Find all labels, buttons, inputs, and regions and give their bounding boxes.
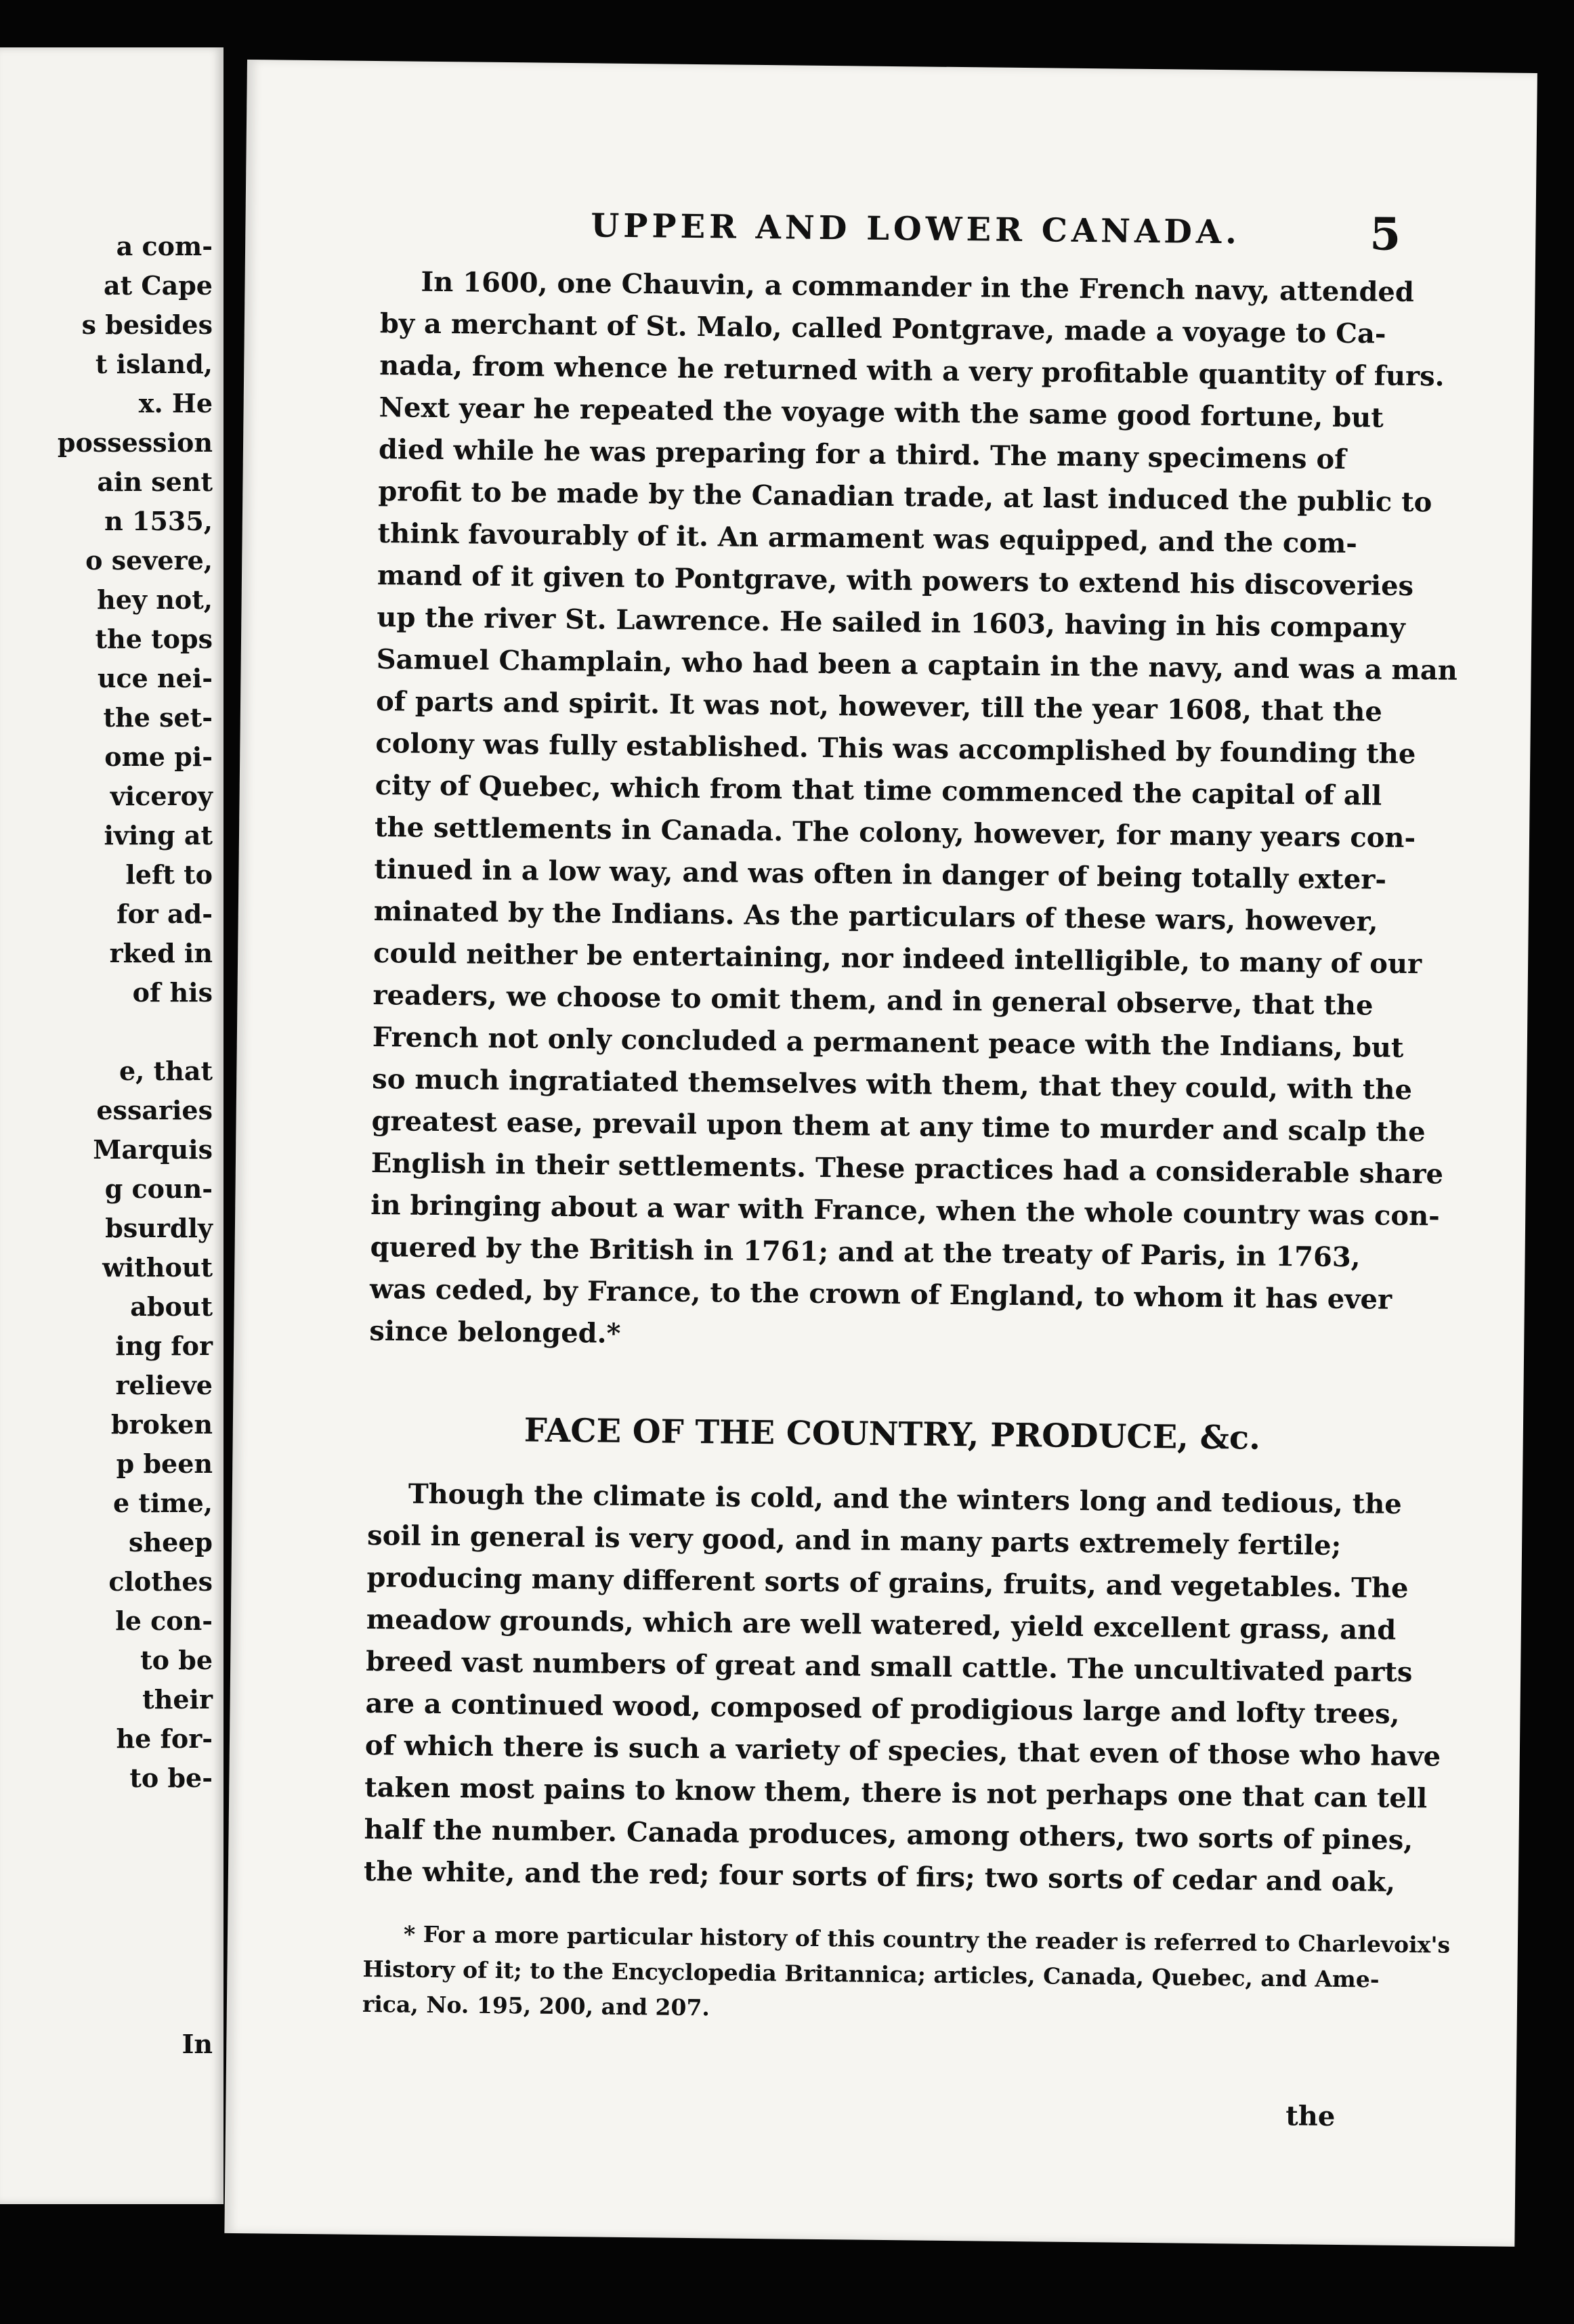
paragraph-line: profit to be made by the Canadian trade, at last induced the public to bbox=[378, 475, 1432, 519]
left-page-line: iving at bbox=[104, 820, 213, 851]
left-page-line: bsurdly bbox=[105, 1213, 213, 1243]
paragraph-line: mand of it given to Pontgrave, with powers to extend his discoveries bbox=[377, 559, 1414, 603]
left-page-line: essaries bbox=[96, 1095, 213, 1125]
left-page-line: uce nei- bbox=[97, 663, 213, 693]
paragraph-line: French not only concluded a permanent peace with the Indians, but bbox=[372, 1021, 1404, 1064]
paragraph-line: greatest ease, prevail upon them at any time to murder and scalp the bbox=[371, 1105, 1426, 1148]
left-page-line: for ad- bbox=[116, 899, 213, 929]
left-page-line: their bbox=[142, 1684, 213, 1715]
paragraph-line: half the number. Canada produces, among others, two sorts of pines, bbox=[364, 1813, 1413, 1857]
paragraph-line: taken most pains to know them, there is not perhaps one that can tell bbox=[364, 1771, 1428, 1815]
right-page bbox=[224, 60, 1537, 2247]
paragraph-line: breed vast numbers of great and small cattle. The uncultivated parts bbox=[365, 1645, 1413, 1689]
page-number: 5 bbox=[1369, 207, 1401, 261]
paragraph-line: up the river St. Lawrence. He sailed in 1603, having in his company bbox=[377, 601, 1406, 644]
paragraph-line: Though the climate is cold, and the winters long and tedious, the bbox=[408, 1478, 1403, 1520]
left-page-line: e time, bbox=[112, 1488, 213, 1518]
paragraph-line: of which there is such a variety of species, that even of those who have bbox=[364, 1729, 1441, 1773]
paragraph-line: tinued in a low way, and was often in danger of being totally exter- bbox=[374, 853, 1387, 896]
paragraph-line: minated by the Indians. As the particulars of these wars, however, bbox=[373, 895, 1378, 938]
paragraph-line: readers, we choose to omit them, and in general observe, that the bbox=[373, 979, 1374, 1022]
paragraph-line: nada, from whence he returned with a very profitable quantity of furs. bbox=[379, 349, 1445, 393]
left-page-line: ain sent bbox=[97, 467, 213, 497]
paragraph-line: the white, and the red; four sorts of firs; two sorts of cedar and oak, bbox=[363, 1855, 1396, 1898]
paragraph-line: are a continued wood, composed of prodigious large and lofty trees, bbox=[365, 1687, 1400, 1730]
section-heading: FACE OF THE COUNTRY, PRODUCE, &c. bbox=[524, 1411, 1261, 1457]
left-page-line: of his bbox=[132, 977, 213, 1008]
left-page-line: ome pi- bbox=[104, 741, 213, 772]
paragraph-line: could neither be entertaining, nor indeed intelligible, to many of our bbox=[373, 937, 1422, 981]
left-page-line: to be bbox=[140, 1645, 213, 1675]
paragraph-line: English in their settlements. These practices had a considerable share bbox=[370, 1147, 1444, 1190]
left-page-line: left to bbox=[125, 859, 213, 890]
paragraph-line: producing many different sorts of grains, fruits, and vegetables. The bbox=[366, 1561, 1409, 1605]
left-page-line: ing for bbox=[115, 1331, 213, 1361]
paragraph-line: in bringing about a war with France, when the whole country was con- bbox=[370, 1189, 1441, 1232]
paragraph-line: soil in general is very good, and in many parts extremely fertile; bbox=[366, 1519, 1342, 1562]
left-page-line: rked in bbox=[109, 938, 213, 968]
paragraph-line: died while he was preparing for a third. The many specimens of bbox=[378, 433, 1346, 476]
paragraph-line: Next year he repeated the voyage with the same good fortune, but bbox=[379, 391, 1384, 434]
left-page-line: the tops bbox=[95, 624, 213, 654]
left-page-line: at Cape bbox=[103, 270, 213, 301]
left-page-line: the set- bbox=[103, 702, 213, 733]
left-page-line: le con- bbox=[115, 1606, 213, 1636]
paragraph-line: by a merchant of St. Malo, called Pontgrave, made a voyage to Ca- bbox=[379, 307, 1386, 350]
paragraph-line: since belonged.* bbox=[369, 1314, 621, 1350]
left-page-line: o severe, bbox=[85, 545, 213, 576]
left-page-line: x. He bbox=[138, 388, 213, 418]
catchword: the bbox=[1285, 2100, 1336, 2132]
left-page-line: to be- bbox=[129, 1763, 213, 1793]
left-page bbox=[0, 47, 224, 2204]
paragraph-line: meadow grounds, which are well watered, yield excellent grass, and bbox=[366, 1603, 1397, 1646]
left-page-line: In bbox=[182, 2029, 213, 2059]
running-head bbox=[245, 195, 1536, 263]
paragraph-line: colony was fully established. This was accomplished by founding the bbox=[375, 727, 1416, 771]
footnote-line: * For a more particular history of this country the reader is referred to Charlevoix's bbox=[403, 1920, 1451, 1958]
left-page-line: n 1535, bbox=[104, 506, 213, 536]
left-page-line: a com- bbox=[116, 231, 213, 261]
left-page-line: broken bbox=[110, 1409, 213, 1440]
left-page-line: he for- bbox=[116, 1723, 213, 1754]
left-page-line: s besides bbox=[81, 309, 213, 340]
footnote-line: History of it; to the Encyclopedia Britannica; articles, Canada, Quebec, and Ame- bbox=[362, 1955, 1380, 1993]
left-page-line: relieve bbox=[115, 1370, 213, 1400]
left-page-line: viceroy bbox=[110, 781, 213, 811]
paragraph-line: quered by the British in 1761; and at the treaty of Paris, in 1763, bbox=[370, 1230, 1361, 1274]
paragraph-line: In 1600, one Chauvin, a commander in the French navy, attended bbox=[421, 265, 1415, 309]
left-page-line: t island, bbox=[95, 349, 213, 379]
left-page-line: Marquis bbox=[93, 1134, 213, 1165]
paragraph-line: city of Quebec, which from that time commenced the capital of all bbox=[375, 769, 1382, 812]
paragraph-line: think favourably of it. An armament was equipped, and the com- bbox=[377, 517, 1358, 560]
left-page-line: possession bbox=[57, 427, 213, 458]
paragraph-line: of parts and spirit. It was not, however, till the year 1608, that the bbox=[375, 685, 1383, 728]
running-head-title: UPPER AND LOWER CANADA. bbox=[591, 207, 1241, 252]
paragraph-line: was ceded, by France, to the crown of England, to whom it has ever bbox=[369, 1272, 1392, 1316]
paragraph-line: the settlements in Canada. The colony, however, for many years con- bbox=[374, 811, 1416, 855]
left-page-line: e, that bbox=[119, 1056, 213, 1086]
left-page-line: without bbox=[102, 1252, 213, 1283]
left-page-line: hey not, bbox=[97, 584, 213, 615]
left-page-line: clothes bbox=[108, 1566, 213, 1597]
left-page-line: sheep bbox=[129, 1527, 213, 1557]
paragraph-line: Samuel Champlain, who had been a captain in the navy, and was a man bbox=[376, 643, 1458, 687]
left-page-line: about bbox=[130, 1291, 213, 1322]
left-page-line: g coun- bbox=[104, 1174, 213, 1204]
left-page-line: p been bbox=[116, 1448, 213, 1479]
footnote-line: rica, No. 195, 200, and 207. bbox=[362, 1990, 710, 2021]
paragraph-line: so much ingratiated themselves with them, that they could, with the bbox=[371, 1063, 1413, 1106]
